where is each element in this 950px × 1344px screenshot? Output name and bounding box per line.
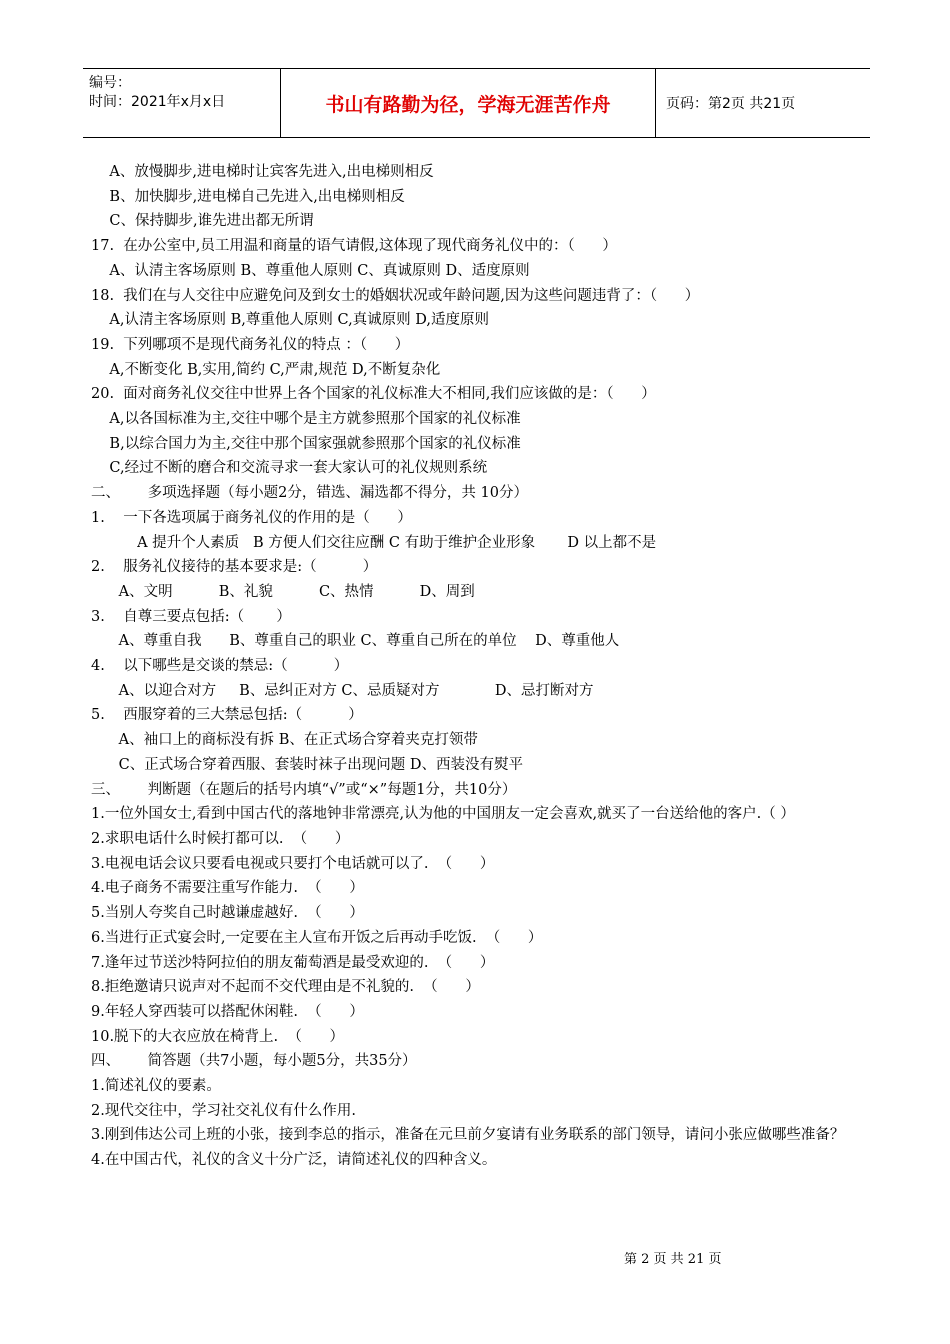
- text-line: C、保持脚步,谁先进出都无所谓: [91, 213, 314, 230]
- header-meta: [83, 69, 281, 137]
- text-line: C,经过不断的磨合和交流寻求一套大家认可的礼仪规则系统: [91, 460, 488, 477]
- text-line: A、尊重自我 B、尊重自己的职业 C、尊重自己所在的单位 D、尊重他人: [91, 633, 620, 650]
- text-line: 2. 服务礼仪接待的基本要求是:（ ）: [91, 559, 378, 576]
- text-line: 19. 下列哪项不是现代商务礼仪的特点 ：（ ）: [91, 336, 410, 353]
- text-line: A,不断变化 B,实用,简约 C,严肃,规范 D,不断复杂化: [91, 361, 441, 378]
- text-line: 3.刚到伟达公司上班的小张，接到李总的指示，准备在元旦前夕宴请有业务联系的部门领导，请问小张应做哪些准备？: [91, 1127, 845, 1144]
- text-line: 1.一位外国女士,看到中国古代的落地钟非常漂亮,认为他的中国朋友一定会喜欢,就买了一台送给他的客户.（ ）: [91, 806, 795, 823]
- text-line: A、放慢脚步,进电梯时让宾客先进入,出电梯则相反: [91, 164, 434, 180]
- text-line: B,以综合国力为主,交往中那个国家强就参照那个国家的礼仪标准: [91, 435, 521, 452]
- section-heading: 四、 简答题（共7小题，每小题5分，共35分）: [91, 1053, 417, 1070]
- header-motto: 书山有路勤为径，学海无涯苦作舟: [281, 69, 656, 137]
- text-line: 9.年轻人穿西装可以搭配休闲鞋. （ ）: [91, 1003, 364, 1020]
- text-line: 20. 面对商务礼仪交往中世界上各个国家的礼仪标准大不相同,我们应该做的是：（ ）: [91, 386, 656, 403]
- text-line: 7.逢年过节送沙特阿拉伯的朋友葡萄酒是最受欢迎的. （ ）: [91, 954, 495, 971]
- text-line: A、认清主客场原则 B、尊重他人原则 C、真诚原则 D、适度原则: [91, 262, 530, 279]
- text-line: 10.脱下的大衣应放在椅背上. （ ）: [91, 1028, 345, 1045]
- text-line: 1. 一下各选项属于商务礼仪的作用的是（ ）: [91, 509, 412, 526]
- page-header: [83, 68, 870, 138]
- text-line: 3. 自尊三要点包括:（ ）: [91, 608, 291, 625]
- text-line: 8.拒绝邀请只说声对不起而不交代理由是不礼貌的. （ ）: [91, 979, 480, 996]
- section-heading: 三、 判断题（在题后的括号内填“√”或“×”每题1分，共10分）: [91, 781, 517, 798]
- section-heading: 二、 多项选择题（每小题2分，错选、漏选都不得分，共 10分）: [91, 485, 528, 502]
- text-line: A、以迎合对方 B、忌纠正对方 C、忌质疑对方 D、忌打断对方: [91, 682, 594, 699]
- text-line: 3.电视电话会议只要看电视或只要打个电话就可以了. （ ）: [91, 855, 495, 872]
- page-footer: 第 2 页 共 21 页: [624, 1252, 722, 1267]
- text-line: A,以各国标准为主,交往中哪个是主方就参照那个国家的礼仪标准: [91, 411, 521, 428]
- text-line: 6.当进行正式宴会时,一定要在主人宣布开饭之后再动手吃饭. （ ）: [91, 929, 543, 946]
- document-date-label: 时间：2021年x月x日: [89, 94, 226, 110]
- text-line: 5.当别人夸奖自己时越谦虚越好. （ ）: [91, 905, 364, 922]
- text-line: 4.在中国古代，礼仪的含义十分广泛，请简述礼仪的四种含义。: [91, 1152, 497, 1169]
- text-line: C、正式场合穿着西服、套装时袜子出现问题 D、西装没有熨平: [91, 756, 523, 773]
- header-page-number: 页码：第2页 共21页: [666, 96, 796, 112]
- text-line: 2.求职电话什么时候打都可以. （ ）: [91, 830, 350, 847]
- text-line: 18. 我们在与人交往中应避免问及到女士的婚姻状况或年龄问题,因为这些问题违背了：（ ）: [91, 287, 700, 304]
- text-line: A,认清主客场原则 B,尊重他人原则 C,真诚原则 D,适度原则: [91, 312, 490, 329]
- text-line: A 提升个人素质 B 方便人们交往应酬 C 有助于维护企业形象 D 以上都不是: [91, 534, 657, 551]
- text-line: A、文明 B、礼貌 C、热情 D、周到: [91, 583, 475, 600]
- text-line: 1.简述礼仪的要素。: [91, 1078, 221, 1095]
- text-line: 4. 以下哪些是交谈的禁忌:（ ）: [91, 658, 349, 675]
- text-line: 4.电子商务不需要注重写作能力. （ ）: [91, 880, 364, 897]
- text-line: 5. 西服穿着的三大禁忌包括:（ ）: [91, 707, 363, 724]
- text-line: 17. 在办公室中,员工用温和商量的语气请假,这体现了现代商务礼仪中的：（ ）: [91, 238, 617, 255]
- text-line: A、袖口上的商标没有拆 B、在正式场合穿着夹克打领带: [91, 732, 478, 749]
- document-number-label: 编号：: [89, 75, 131, 91]
- document-body: [91, 160, 871, 1173]
- text-line: 2.现代交往中，学习社交礼仪有什么作用.: [91, 1102, 356, 1119]
- text-line: B、加快脚步,进电梯自己先进入,出电梯则相反: [91, 188, 405, 205]
